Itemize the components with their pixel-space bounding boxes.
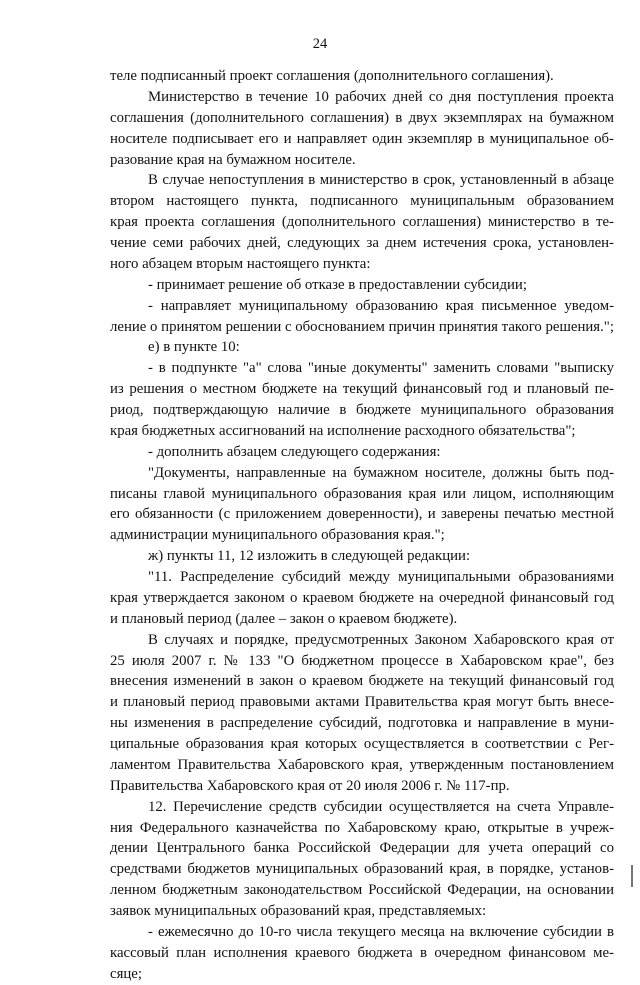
text-line: ны изменения в распределение субсидий, подготовка и направление в муни- [110,715,614,732]
text-line: риод, подтверждающую наличие в бюджете муниципального образования [110,402,614,418]
text-line: средствами бюджетов муниципальных образований края, в порядке, установ- [110,861,614,878]
document-body [110,66,614,985]
text-line: - направляет муниципальному образованию края письменное уведом- [148,297,614,314]
text-line: из решения о местном бюджете на текущий финансовый год и плановый пе- [110,381,614,398]
text-line: ленном бюджетным законодательством Российской Федерации, на основании [110,882,614,899]
text-line: Министерство в течение 10 рабочих дней со дня поступления проекта [148,88,614,105]
text-line: края утверждается законом о краевом бюджете на очередной финансовый год [110,589,614,606]
text-line: края бюджетных ассигнований на исполнение расходного обязательства"; [110,422,576,439]
text-line: ламентом Правительства Хабаровского края, утвержденным постановлением [110,756,614,773]
text-line: "Документы, направленные на бумажном носителе, должны быть под- [148,464,614,481]
text-line: втором настоящего пункта, подписанного муниципальным образованием [110,193,614,210]
text-line: В случаях и порядке, предусмотренных Законом Хабаровского края от [148,631,614,648]
text-line: теле подписанный проект соглашения (дополнительного соглашения). [110,68,554,84]
text-line: - принимает решение об отказе в предоставлении субсидии; [148,276,527,293]
text-line: - дополнить абзацем следующего содержания: [148,443,441,460]
text-line: ного абзацем вторым настоящего пункта: [110,255,371,272]
text-line: заявок муниципальных образований края, представляемых: [110,903,487,919]
text-line: - ежемесячно до 10-го числа текущего месяца на включение субсидии в [148,923,614,940]
text-line: ление о принятом решении с обоснованием причин принятия такого решения."; [110,318,614,335]
text-line: и плановый период правовыми актами Правительства края могут быть внесе- [110,694,614,711]
text-line: е) в пункте 10: [148,339,240,356]
text-line: - в подпункте "а" слова "иные документы" заменить словами "выписку [148,360,614,377]
text-line: 25 июля 2007 г. № 133 "О бюджетном процессе в Хабаровском крае", без [110,652,614,669]
text-line: дении Центрального банка Российской Федерации для учета операций со [110,840,614,857]
text-line: разование края на бумажном носителе. [110,151,356,168]
scan-edge-mark [631,865,633,887]
text-line: внесения изменений в закон о краевом бюджете на текущий финансовый год [110,673,614,690]
text-line: чение семи рабочих дней, следующих за днем истечения срока, установлен- [110,235,614,251]
text-line: и плановый период (далее – закон о краевом бюджете). [110,610,458,627]
text-line: ципальные образования края которых осуществляется в соответствии с Рег- [110,736,614,752]
text-line: В случае непоступления в министерство в срок, установленный в абзаце [148,172,614,189]
text-line: его обязанности (с приложением доверенности), и заверены печатью местной [110,506,614,523]
text-line: Правительства Хабаровского края от 20 июля 2006 г. № 117-пр. [110,777,510,794]
text-line: администрации муниципального образования края."; [110,527,445,544]
text-line: ния Федерального казначейства по Хабаровскому краю, открытые в учреж- [110,819,614,836]
text-line: соглашения (дополнительного соглашения) в двух экземплярах на бумажном [110,109,614,126]
text-line: "11. Распределение субсидий между муниципальными образованиями [148,569,614,585]
text-line: кассовый план исполнения краевого бюджета в очередном финансовом ме- [110,944,614,961]
text-line: 12. Перечисление средств субсидии осуществляется на счета Управле- [148,798,614,815]
page-number: 24 [312,36,328,52]
text-line: носителе подписывает его и направляет один экземпляр в муниципальное об- [110,130,614,147]
text-line: сяце; [110,965,142,982]
text-line: писаны главой муниципального образования края или лицом, исполняющим [110,485,614,502]
text-line: ж) пункты 11, 12 изложить в следующей редакции: [148,548,471,565]
text-line: края проекта соглашения (дополнительного соглашения) министерство в те- [110,214,614,231]
